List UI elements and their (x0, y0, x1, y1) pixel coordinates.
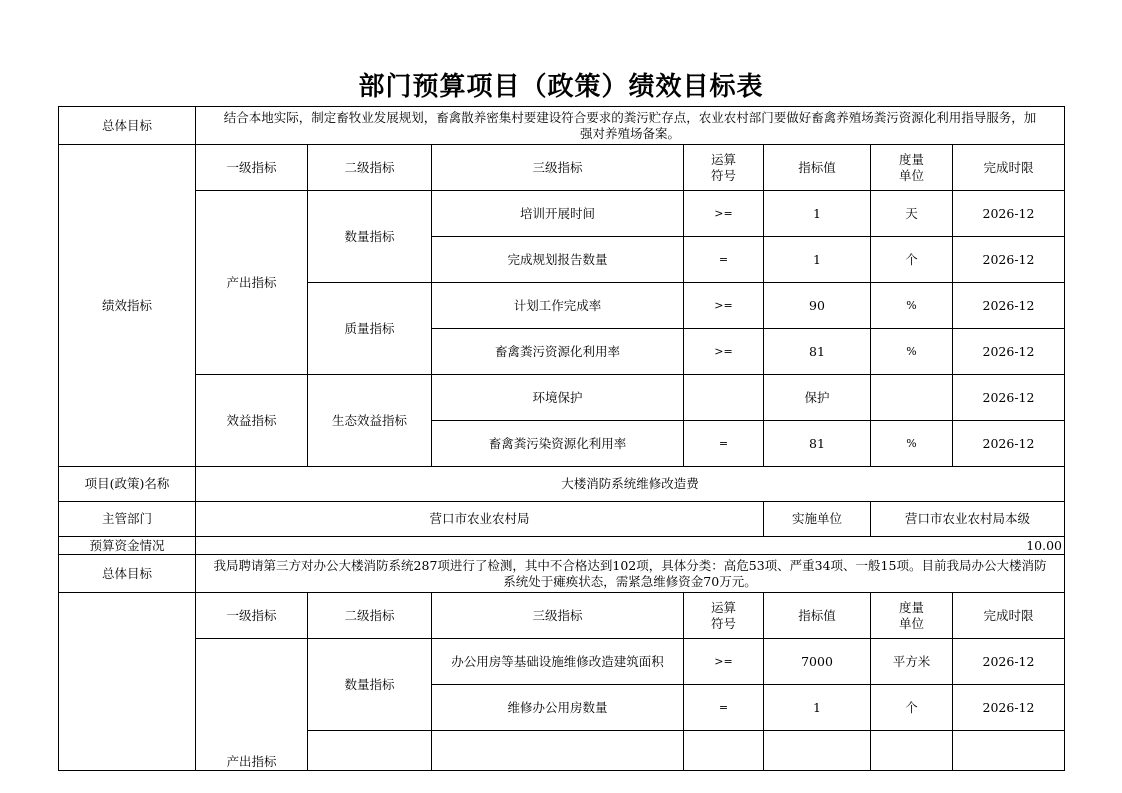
indicator-value: 1 (764, 191, 871, 237)
project-name-value: 大楼消防系统维修改造费 (196, 467, 1065, 502)
indicator-operator: = (684, 237, 764, 283)
indicator-value: 90 (764, 283, 871, 329)
indicator-operator: = (684, 685, 764, 731)
header-level2: 二级指标 (308, 145, 432, 191)
indicator-deadline: 2026-12 (953, 639, 1065, 685)
budget-label: 预算资金情况 (59, 537, 196, 555)
header-level1: 一级指标 (196, 145, 308, 191)
table-row (59, 555, 1065, 593)
indicator-name: 畜禽粪污资源化利用率 (432, 329, 684, 375)
header-value: 指标值 (764, 593, 871, 639)
indicator-deadline: 2026-12 (953, 191, 1065, 237)
indicator-operator: >= (684, 329, 764, 375)
indicator-unit: 个 (871, 237, 953, 283)
budget-value: 10.00 (196, 537, 1065, 555)
indicator-deadline: 2026-12 (953, 237, 1065, 283)
header-level2: 二级指标 (308, 593, 432, 639)
level2-quantity: 数量指标 (308, 191, 432, 283)
indicator-operator (684, 375, 764, 421)
dept-value: 营口市农业农村局 (196, 502, 764, 537)
level1-benefit: 效益指标 (196, 375, 308, 467)
indicator-deadline: 2026-12 (953, 421, 1065, 467)
level1-output: 产出指标 (196, 639, 308, 771)
table-header-row (59, 593, 1065, 639)
goal-text-line: 结合本地实际，制定畜牧业发展规划，畜禽散养密集村要建设符合要求的粪污贮存点，农业农村部门要做好畜禽养殖场粪污资源化利用指导服务，加 (223, 109, 1037, 125)
header-deadline: 完成时限 (953, 593, 1065, 639)
dept-label: 主管部门 (59, 502, 196, 537)
indicator-unit: % (871, 421, 953, 467)
goal-text-line: 系统处于瘫痪状态，需紧急维修资金70万元。 (503, 573, 757, 589)
indicator-deadline: 2026-12 (953, 375, 1065, 421)
header-deadline: 完成时限 (953, 145, 1065, 191)
table-row (59, 107, 1065, 145)
indicator-name: 办公用房等基础设施维修改造建筑面积 (432, 639, 684, 685)
indicator-deadline: 2026-12 (953, 685, 1065, 731)
performance-table (58, 106, 1064, 769)
indicator-unit: % (871, 329, 953, 375)
indicator-value: 81 (764, 329, 871, 375)
indicator-unit: % (871, 283, 953, 329)
header-level3: 三级指标 (432, 593, 684, 639)
indicator-operator: >= (684, 283, 764, 329)
indicator-value: 7000 (764, 639, 871, 685)
indicator-name: 维修办公用房数量 (432, 685, 684, 731)
indicator-name: 畜禽粪污染资源化利用率 (432, 421, 684, 467)
table-row (59, 537, 1065, 555)
indicator-name: 完成规划报告数量 (432, 237, 684, 283)
page-title: 部门预算项目（政策）绩效目标表 (358, 72, 764, 102)
goal-text-line: 强对养殖场备案。 (579, 125, 680, 141)
header-level3: 三级指标 (432, 145, 684, 191)
impl-value: 营口市农业农村局本级 (871, 502, 1065, 537)
table-row (59, 375, 1065, 421)
header-unit: 度量 单位 (871, 145, 953, 191)
level2-quality: 质量指标 (308, 283, 432, 375)
level1-output: 产出指标 (196, 191, 308, 375)
indicator-unit: 个 (871, 685, 953, 731)
goal-text (196, 555, 1065, 593)
goal-text-line: 我局聘请第三方对办公大楼消防系统287项进行了检测，其中不合格达到102项，具体分类：高危53项、严重34项、一般15项。目前我局办公大楼消防 (213, 557, 1047, 573)
perf-label: 绩效指标 (59, 145, 196, 467)
header-value: 指标值 (764, 145, 871, 191)
goal-label: 总体目标 (59, 107, 196, 145)
table-row (59, 467, 1065, 502)
indicator-name: 环境保护 (432, 375, 684, 421)
indicator-unit (871, 375, 953, 421)
level2-ecological: 生态效益指标 (308, 375, 432, 467)
goal-label: 总体目标 (59, 555, 196, 593)
indicator-value: 1 (764, 237, 871, 283)
indicator-operator: = (684, 421, 764, 467)
indicator-name: 计划工作完成率 (432, 283, 684, 329)
table-row (59, 639, 1065, 685)
project-name-label: 项目(政策)名称 (59, 467, 196, 502)
table-row (59, 502, 1065, 537)
table-row (59, 191, 1065, 237)
impl-label: 实施单位 (764, 502, 871, 537)
indicator-deadline: 2026-12 (953, 329, 1065, 375)
indicator-operator: >= (684, 191, 764, 237)
indicator-deadline: 2026-12 (953, 283, 1065, 329)
indicator-value: 1 (764, 685, 871, 731)
indicator-unit: 天 (871, 191, 953, 237)
indicator-value: 保护 (764, 375, 871, 421)
header-operator: 运算 符号 (684, 593, 764, 639)
header-unit: 度量 单位 (871, 593, 953, 639)
table-header-row (59, 145, 1065, 191)
perf-label-cell (59, 593, 196, 771)
indicator-operator: >= (684, 639, 764, 685)
indicator-name: 培训开展时间 (432, 191, 684, 237)
indicator-unit: 平方米 (871, 639, 953, 685)
level2-quantity: 数量指标 (308, 639, 432, 731)
header-operator: 运算 符号 (684, 145, 764, 191)
header-level1: 一级指标 (196, 593, 308, 639)
indicator-value: 81 (764, 421, 871, 467)
goal-text (196, 107, 1065, 145)
